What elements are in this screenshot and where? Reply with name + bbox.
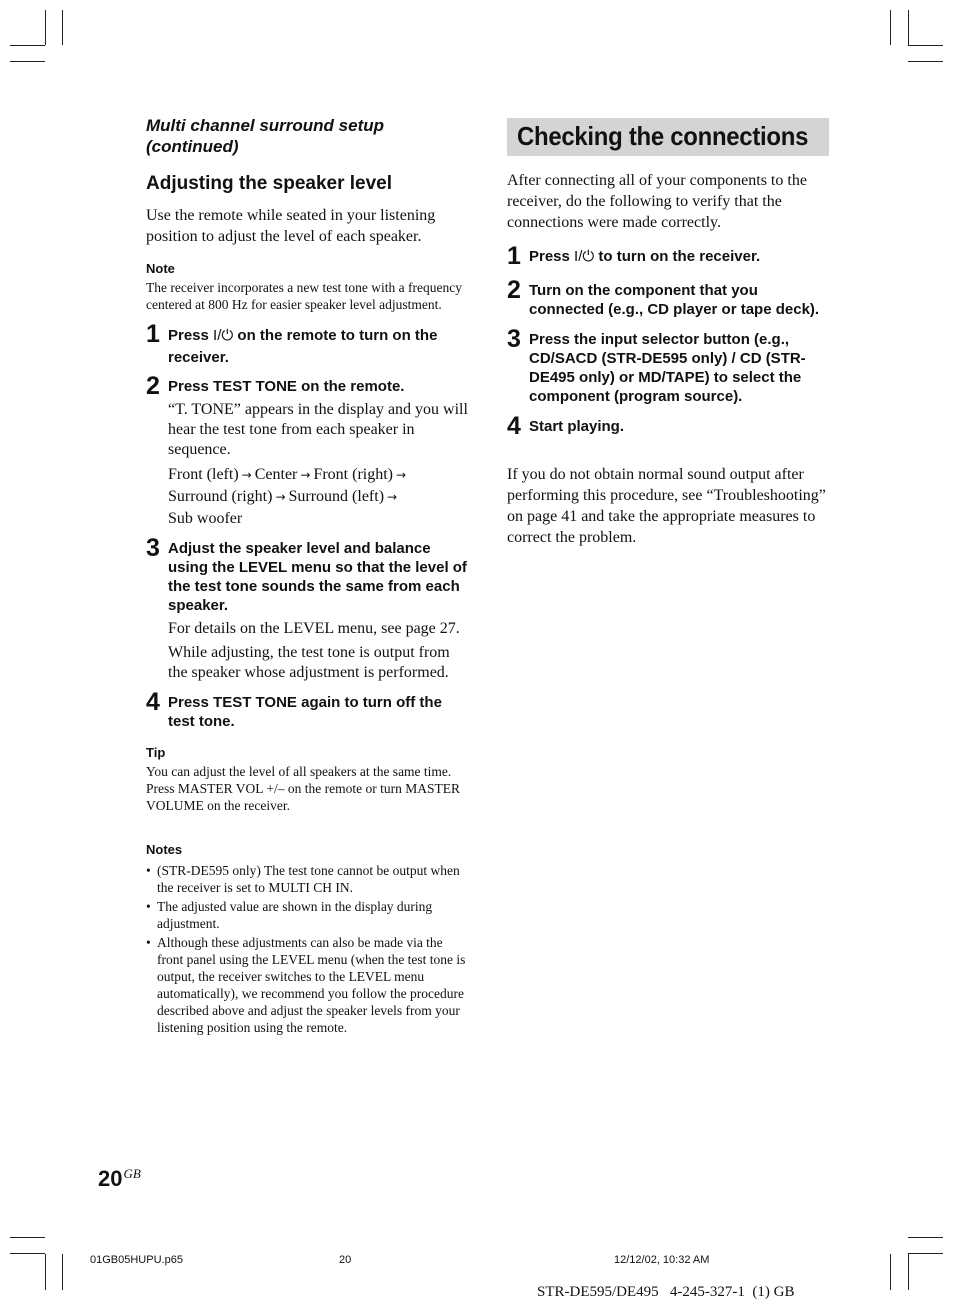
arrow-right-icon: → [395,468,407,482]
step-2 [146,372,468,529]
step-number: 3 [146,534,160,562]
list-item: • (STR-DE595 only) The test tone cannot be output when the receiver is set to MULTI CH IN. [146,863,460,895]
flow-item: Center [254,466,298,483]
step-number: 4 [146,688,160,716]
crop-mark [10,1253,45,1254]
bullet-icon: • [146,863,151,878]
page-title-box [507,118,829,156]
page-title: Checking the connections [517,121,809,151]
flow-item: Surround (left) [288,488,385,505]
step-number: 3 [507,325,521,353]
tip-text: You can adjust the level of all speakers at the same time. Press MASTER VOL +/– on the remote or turn MASTER VOLUME on the receiver. [146,764,460,813]
flow-item: Surround (right) [168,488,273,505]
step-4 [507,412,829,440]
footer-timestamp: 12/12/02, 10:32 AM [614,1254,710,1266]
bullet-icon: • [146,899,151,914]
crop-mark [45,10,46,45]
step-number: 1 [507,242,521,270]
page-number: $20^{GB}$ [98,1166,141,1191]
step-heading: Press TEST TONE again to turn off the test tone. [168,694,442,730]
speaker-sequence [168,464,468,529]
power-symbol: I/⏻ [574,248,595,265]
step-heading: Press I/⏻ to turn on the receiver. [529,248,761,265]
step-number: 2 [507,276,521,304]
crop-mark [62,10,63,45]
power-symbol: I/⏻ [213,327,234,344]
crop-mark [908,10,909,45]
crop-mark [908,1254,909,1290]
crop-mark [908,61,943,62]
page-suffix: GB [123,1166,141,1181]
step-number: 1 [146,320,160,348]
crop-mark [890,1254,891,1290]
step-number: 2 [146,372,160,400]
step-heading: Press TEST TONE on the remote. [168,378,405,395]
model-number: STR-DE595/DE495 4-245-327-1 (1) GB [537,1284,795,1300]
step-1 [146,320,468,369]
arrow-right-icon: → [241,468,252,482]
step-heading: Adjust the speaker level and balance using the LEVEL menu so that the level of the test tone sounds the same from each speaker. [168,540,467,614]
arrow-right-icon: → [387,490,398,504]
intro-paragraph: Use the remote while seated in your listening position to adjust the level of each speaker. [146,207,436,245]
notes-list [146,862,468,1036]
note-label: Note [146,261,175,276]
step-heading: Press the input selector button (e.g., CD/SACD (STR-DE595 only) / CD (STR-DE495 only) or MD/TAPE) to select the component (program source). [529,331,806,405]
list-item: • Although these adjustments can also be made via the front panel using the LEVEL menu (when the test tone is output, the receiver switches to the LEVEL menu automatically), we recommend you follow the procedure described above and adjust the speaker levels from your listening position using the remote. [146,935,466,1035]
crop-mark [908,45,943,46]
bullet-icon: • [146,935,151,950]
step-1 [507,242,829,270]
left-column [146,115,468,1038]
step-3 [146,534,468,683]
section-heading: Adjusting the speaker level [146,173,393,194]
step-2 [507,276,829,319]
right-column [507,118,829,548]
flow-item: Front (right) [313,466,393,483]
footer-file: 01GB05HUPU.p65 [90,1254,183,1266]
crop-mark [908,1253,943,1254]
note-text: The receiver incorporates a new test tone with a frequency centered at 800 Hz for easier speaker level adjustment. [146,280,462,312]
step-heading: Start playing. [529,418,625,435]
tip-label: Tip [146,745,166,760]
intro-paragraph: After connecting all of your components to the receiver, do the following to verify that the connections were made correctly. [507,172,807,231]
step-number: 4 [507,412,521,440]
crop-mark [908,1237,943,1238]
arrow-right-icon: → [275,490,286,504]
step-4 [146,688,468,731]
list-item: • The adjusted value are shown in the display during adjustment. [146,899,433,931]
crop-mark [10,45,45,46]
step-heading: Press I/⏻ on the remote to turn on the receiver. [168,327,438,366]
flow-item: Front (left) [168,466,239,483]
step-body: For details on the LEVEL menu, see page 27. [168,620,460,637]
crop-mark [45,1254,46,1290]
notes-label: Notes [146,842,183,857]
arrow-right-icon: → [300,468,311,482]
outro-paragraph: If you do not obtain normal sound output after performing this procedure, see “Troubleshooting” on page 41 and take the appropriate measures to correct the problem. [507,466,826,546]
section-continued-heading: Multi channel surround setup (continued) [146,116,385,156]
flow-item: Sub woofer [168,510,243,527]
crop-mark [10,1237,45,1238]
crop-mark [62,1254,63,1290]
step-body: “T. TONE” appears in the display and you will hear the test tone from each speaker in sequence. [168,401,468,458]
step-3 [507,325,829,406]
footer-page: 20 [339,1254,352,1266]
crop-mark [10,61,45,62]
step-heading: Turn on the component that you connected (e.g., CD player or tape deck). [529,282,820,318]
step-body: While adjusting, the test tone is output from the speaker whose adjustment is performed. [168,644,450,681]
crop-mark [890,10,891,45]
